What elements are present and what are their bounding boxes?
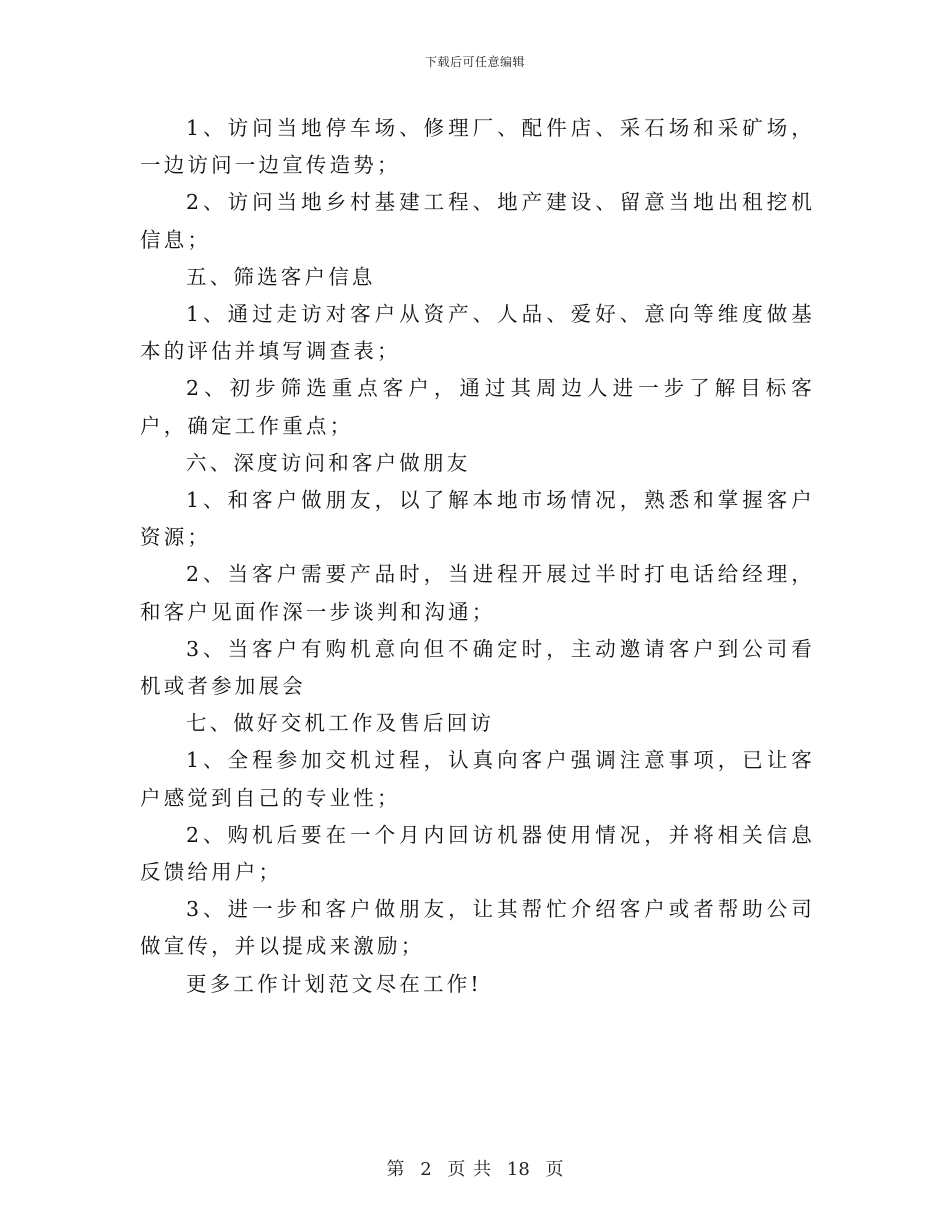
paragraph-2: 2、访问当地乡村基建工程、地产建设、留意当地出租挖机信息； bbox=[140, 190, 815, 252]
paragraph-1: 1、访问当地停车场、修理厂、配件店、采石场和采矿场，一边访问一边宣传造势； bbox=[140, 116, 815, 178]
footer-middle: 页 共 bbox=[447, 1159, 492, 1180]
paragraph-8: 1、全程参加交机过程，认真向客户强调注意事项，已让客户感觉到自己的专业性； bbox=[140, 748, 815, 810]
footer-current-page: 2 bbox=[420, 1159, 432, 1180]
paragraph-4: 2、初步筛选重点客户，通过其周边人进一步了解目标客户，确定工作重点； bbox=[140, 376, 815, 438]
section-heading-5: 五、筛选客户信息 bbox=[186, 264, 376, 289]
footer-total-pages: 18 bbox=[506, 1159, 530, 1180]
section-heading-7: 七、做好交机工作及售后回访 bbox=[186, 711, 495, 736]
paragraph-5: 1、和客户做朋友，以了解本地市场情况，熟悉和掌握客户资源； bbox=[140, 488, 815, 550]
document-body bbox=[140, 110, 815, 1003]
paragraph-3: 1、通过走访对客户从资产、人品、爱好、意向等维度做基本的评估并填写调查表； bbox=[140, 302, 815, 364]
page-header-note: 下载后可任意编辑 bbox=[424, 55, 525, 69]
paragraph-6: 2、当客户需要产品时，当进程开展过半时打电话给经理，和客户见面作深一步谈判和沟通； bbox=[140, 562, 815, 624]
section-heading-6: 六、深度访问和客户做朋友 bbox=[186, 450, 471, 475]
footer-prefix: 第 bbox=[386, 1159, 405, 1180]
paragraph-7: 3、当客户有购机意向但不确定时，主动邀请客户到公司看机或者参加展会 bbox=[140, 636, 815, 699]
page-number-footer bbox=[0, 1155, 950, 1181]
paragraph-10: 3、进一步和客户做朋友，让其帮忙介绍客户或者帮助公司做宣传，并以提成来激励； bbox=[140, 897, 815, 959]
footer-suffix: 页 bbox=[545, 1159, 564, 1180]
paragraph-9: 2、购机后要在一个月内回访机器使用情况，并将相关信息反馈给用户； bbox=[140, 822, 815, 885]
closing-paragraph: 更多工作计划范文尽在工作! bbox=[186, 971, 482, 996]
